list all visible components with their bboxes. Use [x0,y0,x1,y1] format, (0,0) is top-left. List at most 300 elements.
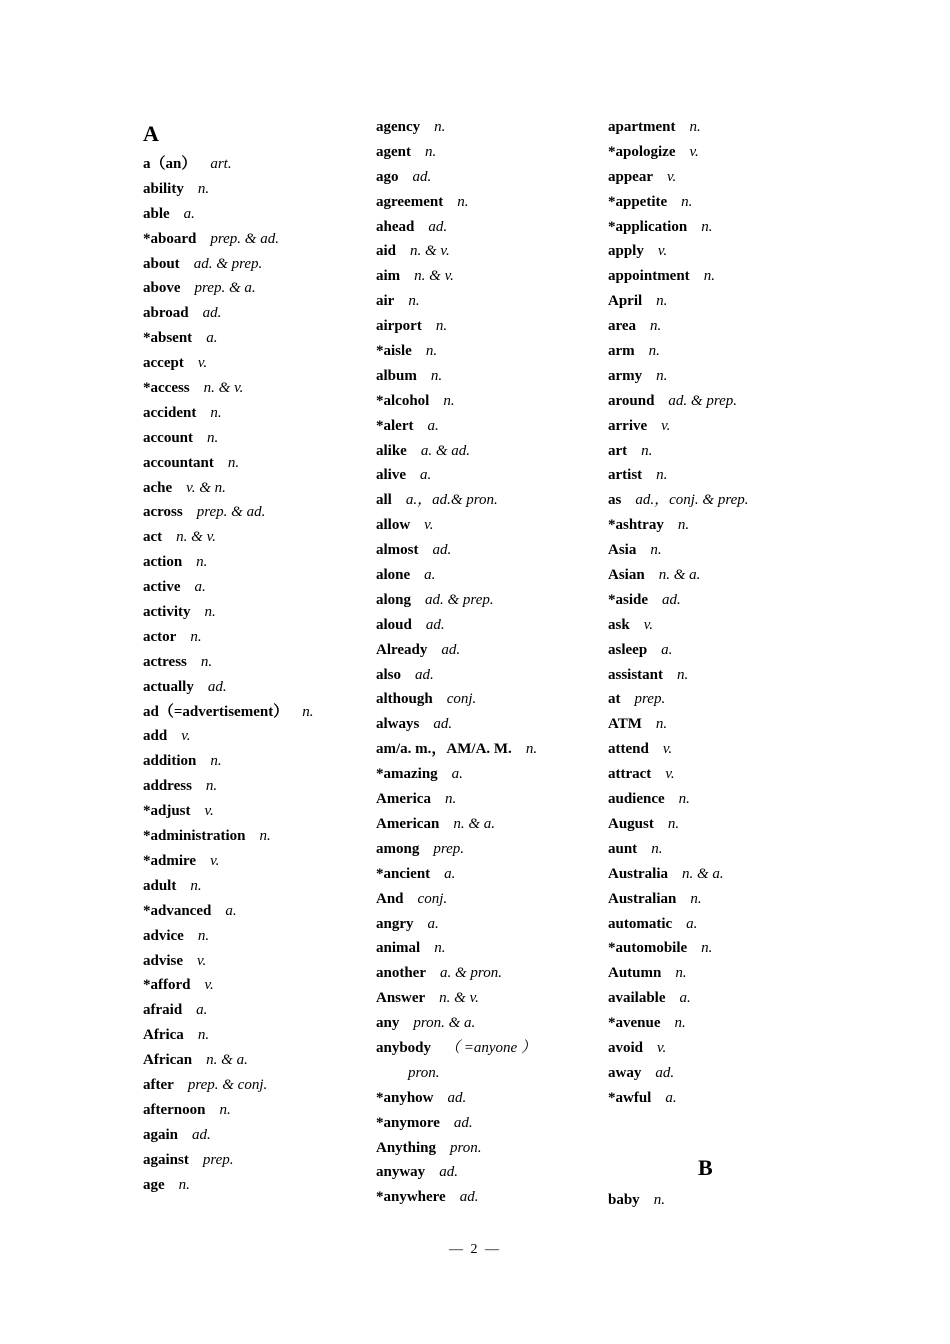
dictionary-entry [608,638,838,663]
headword: Already [376,641,428,658]
dictionary-entry [608,1086,838,1111]
section-heading: B [698,1154,713,1180]
headword: ATM [608,716,642,733]
part-of-speech: prep. [634,691,666,708]
part-of-speech: n. [677,666,689,683]
dictionary-entry [143,451,373,476]
headword: airport [376,318,422,335]
headword: African [143,1052,193,1069]
headword: ability [143,180,184,197]
dictionary-entry [143,849,373,874]
dictionary-entry [376,961,606,986]
part-of-speech: ad. [425,616,445,633]
part-of-speech: n. [656,293,668,310]
dictionary-entry [143,426,373,451]
headword: *aboard [143,230,197,247]
dictionary-entry [376,215,606,240]
part-of-speech: n. [525,741,538,758]
dictionary-entry [376,887,606,912]
part-of-speech: v. [667,168,677,185]
headword: *access [143,380,190,397]
part-of-speech: ad. [428,218,448,235]
part-of-speech: prep. & ad. [196,504,266,521]
entry-continuation [376,1061,606,1086]
headword: add [143,728,168,745]
headword: apply [608,243,644,260]
dictionary-entry [608,389,838,414]
column-3 [608,115,838,1212]
part-of-speech: n. & v. [176,529,216,546]
part-of-speech: v. [661,417,671,434]
dictionary-entry [143,774,373,799]
dictionary-entry [608,912,838,937]
headword: *automobile [608,940,688,957]
part-of-speech: ad. [441,641,461,658]
part-of-speech: a. [183,205,195,222]
headword: away [608,1064,642,1081]
dictionary-entry [608,190,838,215]
dictionary-entry [143,600,373,625]
headword: activity [143,604,191,621]
headword: anyway [376,1164,426,1181]
dictionary-entry [608,862,838,887]
dictionary-entry [143,575,373,600]
headword: ahead [376,218,415,235]
dictionary-entry [143,1098,373,1123]
headword: available [608,990,666,1007]
dictionary-entry [608,1011,838,1036]
dictionary-entry [608,812,838,837]
headword: allow [376,517,411,534]
dictionary-entry [143,252,373,277]
part-of-speech: prep. [433,840,465,857]
part-of-speech: a. [451,766,463,783]
headword: against [143,1151,189,1168]
headword: accident [143,404,197,421]
dictionary-entry [143,650,373,675]
dictionary-entry [143,500,373,525]
dictionary-entry [376,314,606,339]
part-of-speech: v. [210,852,220,869]
headword: also [376,666,402,683]
part-of-speech: prep. & ad. [210,230,279,247]
part-of-speech: ad. [415,666,434,683]
dictionary-entry [376,936,606,961]
part-of-speech: v. [197,952,207,969]
headword: *ancient [376,865,431,882]
part-of-speech: a. [420,467,432,484]
headword: *alert [376,417,414,434]
headword: agreement [376,193,444,210]
dictionary-entry [376,862,606,887]
part-of-speech: n. [197,927,210,944]
section-heading: A [143,121,159,146]
headword: *avenue [608,1015,661,1032]
dictionary-entry [143,675,373,700]
dictionary-entry [376,1136,606,1161]
dictionary-entry [608,936,838,961]
dictionary-entry [376,563,606,588]
part-of-speech: n. [653,1191,665,1208]
dictionary-entry [143,276,373,301]
part-of-speech: n. & a. [453,815,495,832]
part-of-speech: a.，ad.& pron. [405,492,498,509]
dictionary-entry [608,663,838,688]
part-of-speech: n. & v. [414,268,454,285]
dictionary-entry [376,289,606,314]
headword: aid [376,243,397,260]
headword: *administration [143,828,246,845]
headword: aunt [608,840,638,857]
headword: Anything [376,1139,437,1156]
headword: attract [608,766,652,783]
part-of-speech: ad. [459,1189,479,1206]
part-of-speech: ad. [192,1126,211,1143]
dictionary-entry [143,998,373,1023]
part-of-speech: n. [651,840,663,857]
dictionary-entry [608,439,838,464]
dictionary-entry [608,986,838,1011]
dictionary-entry [143,724,373,749]
headword: art [608,442,628,459]
part-of-speech: n. [678,791,690,808]
dictionary-entry [608,215,838,240]
part-of-speech: ad. & prep. [668,392,738,409]
dictionary-entry [376,638,606,663]
dictionary-entry [143,1148,373,1173]
part-of-speech: a. [206,330,218,347]
headword: again [143,1126,179,1143]
dictionary-entry [608,1061,838,1086]
dictionary-entry [143,227,373,252]
spacer [608,1111,838,1136]
part-of-speech: v. [643,616,653,633]
part-of-speech: prep. [202,1151,234,1168]
headword: afraid [143,1002,183,1019]
dictionary-entry [143,824,373,849]
headword: able [143,205,170,222]
part-of-speech: n. [204,604,216,621]
part-of-speech: ad. [432,542,452,559]
part-of-speech: n. [197,180,210,197]
dictionary-entry [376,687,606,712]
dictionary-entry [376,513,606,538]
dictionary-entry [376,414,606,439]
headword: about [143,255,180,272]
dictionary-entry [143,1123,373,1148]
part-of-speech: n. & v. [439,990,479,1007]
headword: after [143,1076,174,1093]
part-of-speech: ad. & prep. [425,591,494,608]
part-of-speech: a. [661,641,673,658]
part-of-speech: n. [667,815,680,832]
headword: angry [376,915,414,932]
part-of-speech: v. [689,143,699,160]
dictionary-entry [376,364,606,389]
part-of-speech: ad. [433,716,453,733]
part-of-speech: a. [427,417,439,434]
dictionary-entry [143,1073,373,1098]
headword: Australian [608,890,677,907]
part-of-speech: （ =anyone ） [445,1039,536,1056]
headword: appear [608,168,653,185]
part-of-speech: n. [408,293,420,310]
headword: all [376,492,392,509]
part-of-speech: v. [657,243,668,260]
part-of-speech: n. [200,653,213,670]
dictionary-entry [143,949,373,974]
part-of-speech: pron. [408,1064,440,1081]
headword: ask [608,616,630,633]
headword: any [376,1015,400,1032]
part-of-speech: v. [181,728,191,745]
headword: audience [608,791,665,808]
part-of-speech: n. [641,442,653,459]
dictionary-entry [143,1173,373,1198]
headword: *anyhow [376,1089,434,1106]
dictionary-entry [376,986,606,1011]
dictionary-entry [376,588,606,613]
part-of-speech: n. [689,119,701,135]
headword: action [143,554,183,571]
part-of-speech: n. [443,392,455,409]
dictionary-entry [608,563,838,588]
dictionary-entry [143,700,373,725]
part-of-speech: conj. [417,890,448,907]
part-of-speech: v. [204,977,214,994]
part-of-speech: n. [210,404,222,421]
dictionary-entry [608,414,838,439]
headword: asleep [608,641,648,658]
dictionary-entry [143,301,373,326]
part-of-speech: v. [657,1039,667,1056]
headword: *admire [143,852,197,869]
part-of-speech: n. [302,703,314,720]
part-of-speech: n. [457,193,469,210]
part-of-speech: prep. & conj. [187,1076,268,1093]
dictionary-entry [376,787,606,812]
headword: *ashtray [608,517,664,534]
headword: baby [608,1191,640,1208]
part-of-speech: ad. & prep. [193,255,263,272]
headword: alone [376,567,411,584]
dictionary-entry [608,762,838,787]
dictionary-entry [608,513,838,538]
part-of-speech: n. [675,965,687,982]
dictionary-entry [143,550,373,575]
dictionary-entry [608,463,838,488]
dictionary-entry [376,737,606,762]
part-of-speech: v. [197,355,208,372]
part-of-speech: v. [204,803,214,820]
dictionary-entry [143,973,373,998]
part-of-speech: a. [665,1089,677,1106]
part-of-speech: a. [686,915,698,932]
dictionary-entry [608,339,838,364]
part-of-speech: n. [650,542,662,559]
part-of-speech: n. [227,454,240,471]
headword: actor [143,628,177,645]
headword: active [143,579,181,596]
dictionary-entry [143,625,373,650]
part-of-speech: n. [655,716,668,733]
part-of-speech: n. [197,1027,210,1044]
headword: address [143,778,192,795]
page-number: — 2 — [449,1242,501,1257]
part-of-speech: a. [424,567,436,584]
dictionary-entry [376,1185,606,1210]
dictionary-entry [376,912,606,937]
part-of-speech: n. [196,554,208,571]
part-of-speech: ad. [453,1114,473,1131]
part-of-speech: n. [207,429,219,446]
headword: *advanced [143,902,212,919]
headword: avoid [608,1039,644,1056]
headword: army [608,367,643,384]
dictionary-entry [376,115,606,140]
dictionary-entry [376,762,606,787]
headword: And [376,890,404,907]
headword: American [376,815,440,832]
dictionary-entry [376,538,606,563]
part-of-speech: a. [194,579,206,596]
dictionary-entry [376,488,606,513]
headword: alike [376,442,407,459]
dictionary-entry [608,1188,838,1213]
headword: aim [376,268,401,285]
part-of-speech: n. [425,143,437,160]
dictionary-entry [143,899,373,924]
headword: actress [143,653,187,670]
headword: Africa [143,1027,184,1044]
part-of-speech: prep. & a. [194,280,256,297]
part-of-speech: n. [259,828,271,845]
dictionary-entry [376,439,606,464]
headword: Asian [608,567,645,584]
dictionary-entry [143,1023,373,1048]
headword: am/a. m.，AM/A. M. [376,741,512,758]
headword: America [376,791,431,808]
part-of-speech: a. [196,1002,208,1019]
dictionary-entry [143,525,373,550]
dictionary-entry [376,389,606,414]
headword: appointment [608,268,690,285]
dictionary-entry [143,177,373,202]
headword: adult [143,877,177,894]
headword: August [608,815,654,832]
headword: although [376,691,433,708]
headword: abroad [143,305,189,322]
headword: *aisle [376,343,412,360]
headword: actually [143,678,194,695]
part-of-speech: ad. [447,1089,467,1106]
headword: *amazing [376,766,438,783]
part-of-speech: n. [681,193,693,210]
part-of-speech: n. [425,343,438,360]
headword: assistant [608,666,664,683]
headword: *application [608,218,688,235]
headword: ad（=advertisement） [143,703,289,720]
part-of-speech: n. [674,1015,686,1032]
headword: ago [376,168,399,185]
dictionary-entry [608,588,838,613]
headword: accept [143,355,184,372]
part-of-speech: a. & pron. [440,965,502,982]
part-of-speech: v. [662,741,673,758]
part-of-speech: n. [444,791,457,808]
headword: Asia [608,542,637,559]
headword: across [143,504,183,521]
dictionary-entry [608,538,838,563]
dictionary-entry [608,488,838,513]
dictionary-entry [143,476,373,501]
headword: agency [376,119,421,135]
headword: alive [376,467,406,484]
part-of-speech: n. [701,940,713,957]
headword: Answer [376,990,426,1007]
part-of-speech: v. [424,517,434,534]
part-of-speech: n. [703,268,715,285]
dictionary-entry [143,924,373,949]
dictionary-entry [608,289,838,314]
dictionary-entry [376,140,606,165]
headword: arm [608,343,635,360]
part-of-speech: n. & a. [658,567,701,584]
part-of-speech: pron. [450,1139,482,1156]
dictionary-entry [376,463,606,488]
part-of-speech: ad. [207,678,227,695]
dictionary-entry [143,376,373,401]
dictionary-entry [143,401,373,426]
dictionary-entry [143,202,373,227]
headword: Australia [608,865,668,882]
dictionary-entry [376,712,606,737]
part-of-speech: a. [679,990,691,1007]
headword: always [376,716,420,733]
dictionary-entry [143,874,373,899]
part-of-speech: n. [434,940,446,957]
dictionary-entry [608,140,838,165]
dictionary-entry [143,1048,373,1073]
headword: a（an） [143,156,197,172]
dictionary-entry [608,737,838,762]
headword: accountant [143,454,214,471]
part-of-speech: n. [677,517,690,534]
headword: arrive [608,417,648,434]
dictionary-entry [608,787,838,812]
headword: above [143,280,181,297]
headword: anybody [376,1039,432,1056]
dictionary-entry [608,961,838,986]
headword: *awful [608,1089,652,1106]
headword: advise [143,952,184,969]
headword: at [608,691,621,708]
dictionary-entry [376,613,606,638]
headword: area [608,318,637,335]
part-of-speech: ad. [439,1164,458,1181]
part-of-speech: a. [427,915,439,932]
dictionary-entry [376,1111,606,1136]
headword: *appetite [608,193,668,210]
dictionary-entry [608,712,838,737]
headword: almost [376,542,419,559]
dictionary-entry [376,264,606,289]
dictionary-entry [608,239,838,264]
headword: addition [143,753,197,770]
part-of-speech: n. [190,877,202,894]
headword: apartment [608,119,676,135]
part-of-speech: ad. [655,1064,675,1081]
